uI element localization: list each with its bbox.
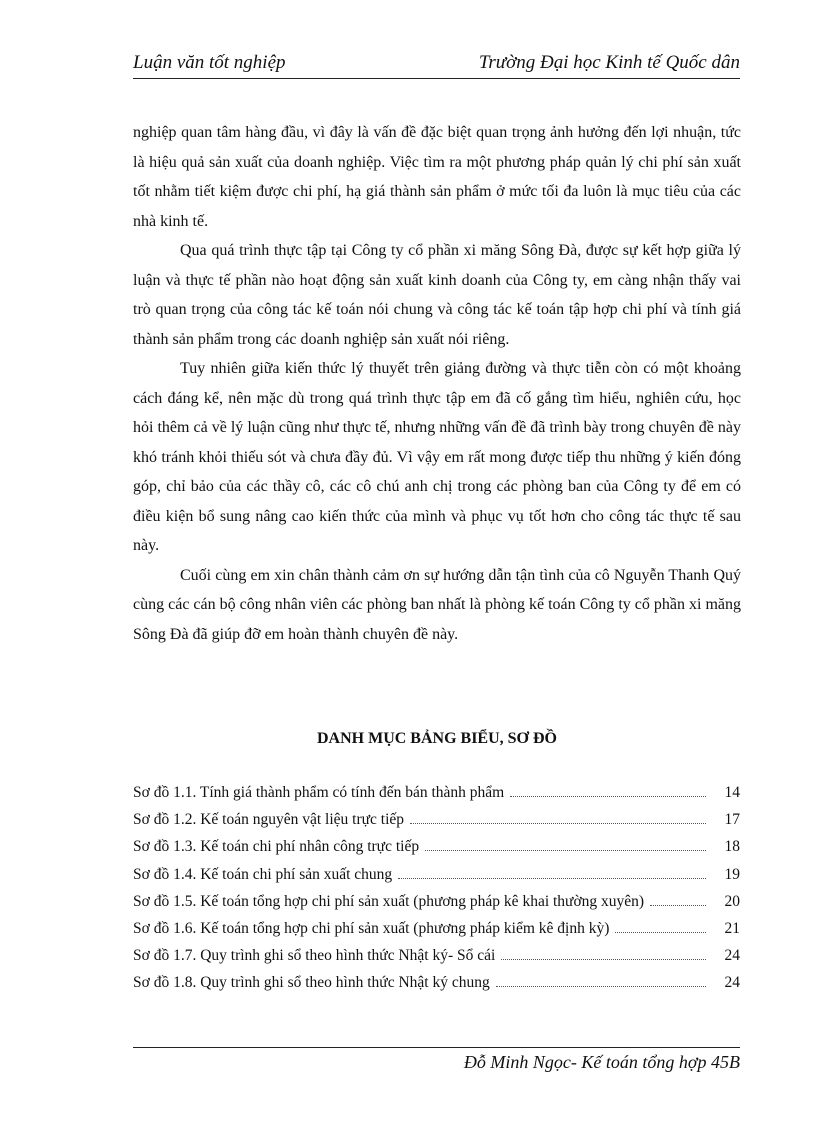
toc-item-page: 24 xyxy=(724,974,740,992)
paragraph-acknowledgement: Cuối cùng em xin chân thành cảm ơn sự hướng dẫn tận tình của cô Nguyễn Thanh Quý cùng các cán bộ công nhân viên các phòng ban nhất là phòng kế toán Công ty cổ phần xi măng Sông Đà đã giúp đỡ em hoàn thành chuyên đề này. xyxy=(133,566,741,643)
toc-leader-dots xyxy=(615,922,706,933)
toc-item xyxy=(133,974,740,1001)
toc-item-page: 14 xyxy=(724,784,740,801)
toc-item xyxy=(133,838,740,865)
toc-leader-dots xyxy=(425,840,706,851)
toc-item-label: Sơ đồ 1.3. Kế toán chi phí nhân công trực tiếp xyxy=(133,838,420,856)
toc-item-page: 19 xyxy=(724,865,740,883)
toc-item xyxy=(133,947,740,974)
toc-leader-dots xyxy=(496,976,706,987)
footer-author: Đỗ Minh Ngọc- Kế toán tổng hợp 45B xyxy=(463,1052,740,1072)
toc-item xyxy=(133,866,740,893)
toc-leader-dots xyxy=(410,813,706,824)
toc-item xyxy=(133,893,740,920)
toc-item xyxy=(133,811,740,838)
toc-item-label: Sơ đồ 1.5. Kế toán tổng hợp chi phí sản xuất (phương pháp kê khai thường xuyên) xyxy=(133,892,645,910)
toc-item-label: Sơ đồ 1.6. Kế toán tổng hợp chi phí sản xuất (phương pháp kiểm kê định kỳ) xyxy=(133,919,610,937)
toc-title: DANH MỤC BẢNG BIỂU, SƠ ĐỒ xyxy=(316,730,557,747)
toc-item-page: 18 xyxy=(724,838,740,856)
toc-item xyxy=(133,920,740,947)
toc-item-page: 21 xyxy=(724,919,740,937)
toc-item-page: 17 xyxy=(724,811,740,829)
paragraph-internship: Qua quá trình thực tập tại Công ty cổ phần xi măng Sông Đà, được sự kết hợp giữa lý luận và thực tế phần nào hoạt động sản xuất kinh doanh của Công ty, em càng nhận thấy vai trò quan trọng của công tác kế toán nói chung và công tác kế toán tập hợp chi phí và tính giá thành sản phẩm trong các doanh nghiệp sản xuất nói riêng. xyxy=(133,242,741,348)
toc-item-label: Sơ đồ 1.2. Kế toán nguyên vật liệu trực tiếp xyxy=(133,811,405,829)
toc-item-page: 20 xyxy=(724,892,740,910)
page-header xyxy=(133,52,740,79)
toc-item-page: 24 xyxy=(724,947,740,965)
toc-leader-dots xyxy=(501,949,706,960)
toc-leader-dots xyxy=(398,868,706,879)
toc-item-label: Sơ đồ 1.4. Kế toán chi phí sản xuất chung xyxy=(133,865,393,883)
header-thesis-label: Luận văn tốt nghiệp xyxy=(133,52,286,73)
header-university-name: Trường Đại học Kinh tế Quốc dân xyxy=(478,52,740,73)
toc-item-label: Sơ đồ 1.8. Quy trình ghi sổ theo hình thức Nhật ký chung xyxy=(133,974,490,992)
paragraph-limitations: Tuy nhiên giữa kiến thức lý thuyết trên giảng đường và thực tiễn còn có một khoảng cách đáng kể, nên mặc dù trong quá trình thực tập em đã cố gắng tìm hiểu, nghiên cứu, học hỏi thêm cả về lý luận cũng như thực tế, nhưng những vấn đề đã trình bày trong chuyên đề này khó tránh khỏi thiếu sót và chưa đầy đủ. Vì vậy em rất mong được tiếp thu những ý kiến đóng góp, chỉ bảo của các thầy cô, các cô chú anh chị trong các phòng ban của Công ty để em có điều kiện bổ sung nâng cao kiến thức của mình và phục vụ tốt hơn cho công tác thực tế sau này. xyxy=(133,360,741,554)
footer-divider xyxy=(133,1047,740,1048)
toc-item xyxy=(133,784,740,811)
toc-item-label: Sơ đồ 1.7. Quy trình ghi sổ theo hình thức Nhật ký- Sổ cái xyxy=(133,947,496,965)
table-of-figures xyxy=(133,784,740,1002)
toc-leader-dots xyxy=(650,895,706,906)
paragraph-continuation: nghiệp quan tâm hàng đầu, vì đây là vấn đề đặc biệt quan trọng ảnh hưởng đến lợi nhuận, tức là hiệu quả sản xuất của doanh nghiệp. Việc tìm ra một phương pháp quản lý chi phí sản xuất tốt nhằm tiết kiệm được chi phí, hạ giá thành sản phẩm ở mức tối đa luôn là mục tiêu của các nhà kinh tế. xyxy=(133,124,741,230)
toc-item-label: Sơ đồ 1.1. Tính giá thành phẩm có tính đến bán thành phẩm xyxy=(133,784,505,801)
body-text xyxy=(133,118,741,649)
toc-leader-dots xyxy=(510,786,706,797)
